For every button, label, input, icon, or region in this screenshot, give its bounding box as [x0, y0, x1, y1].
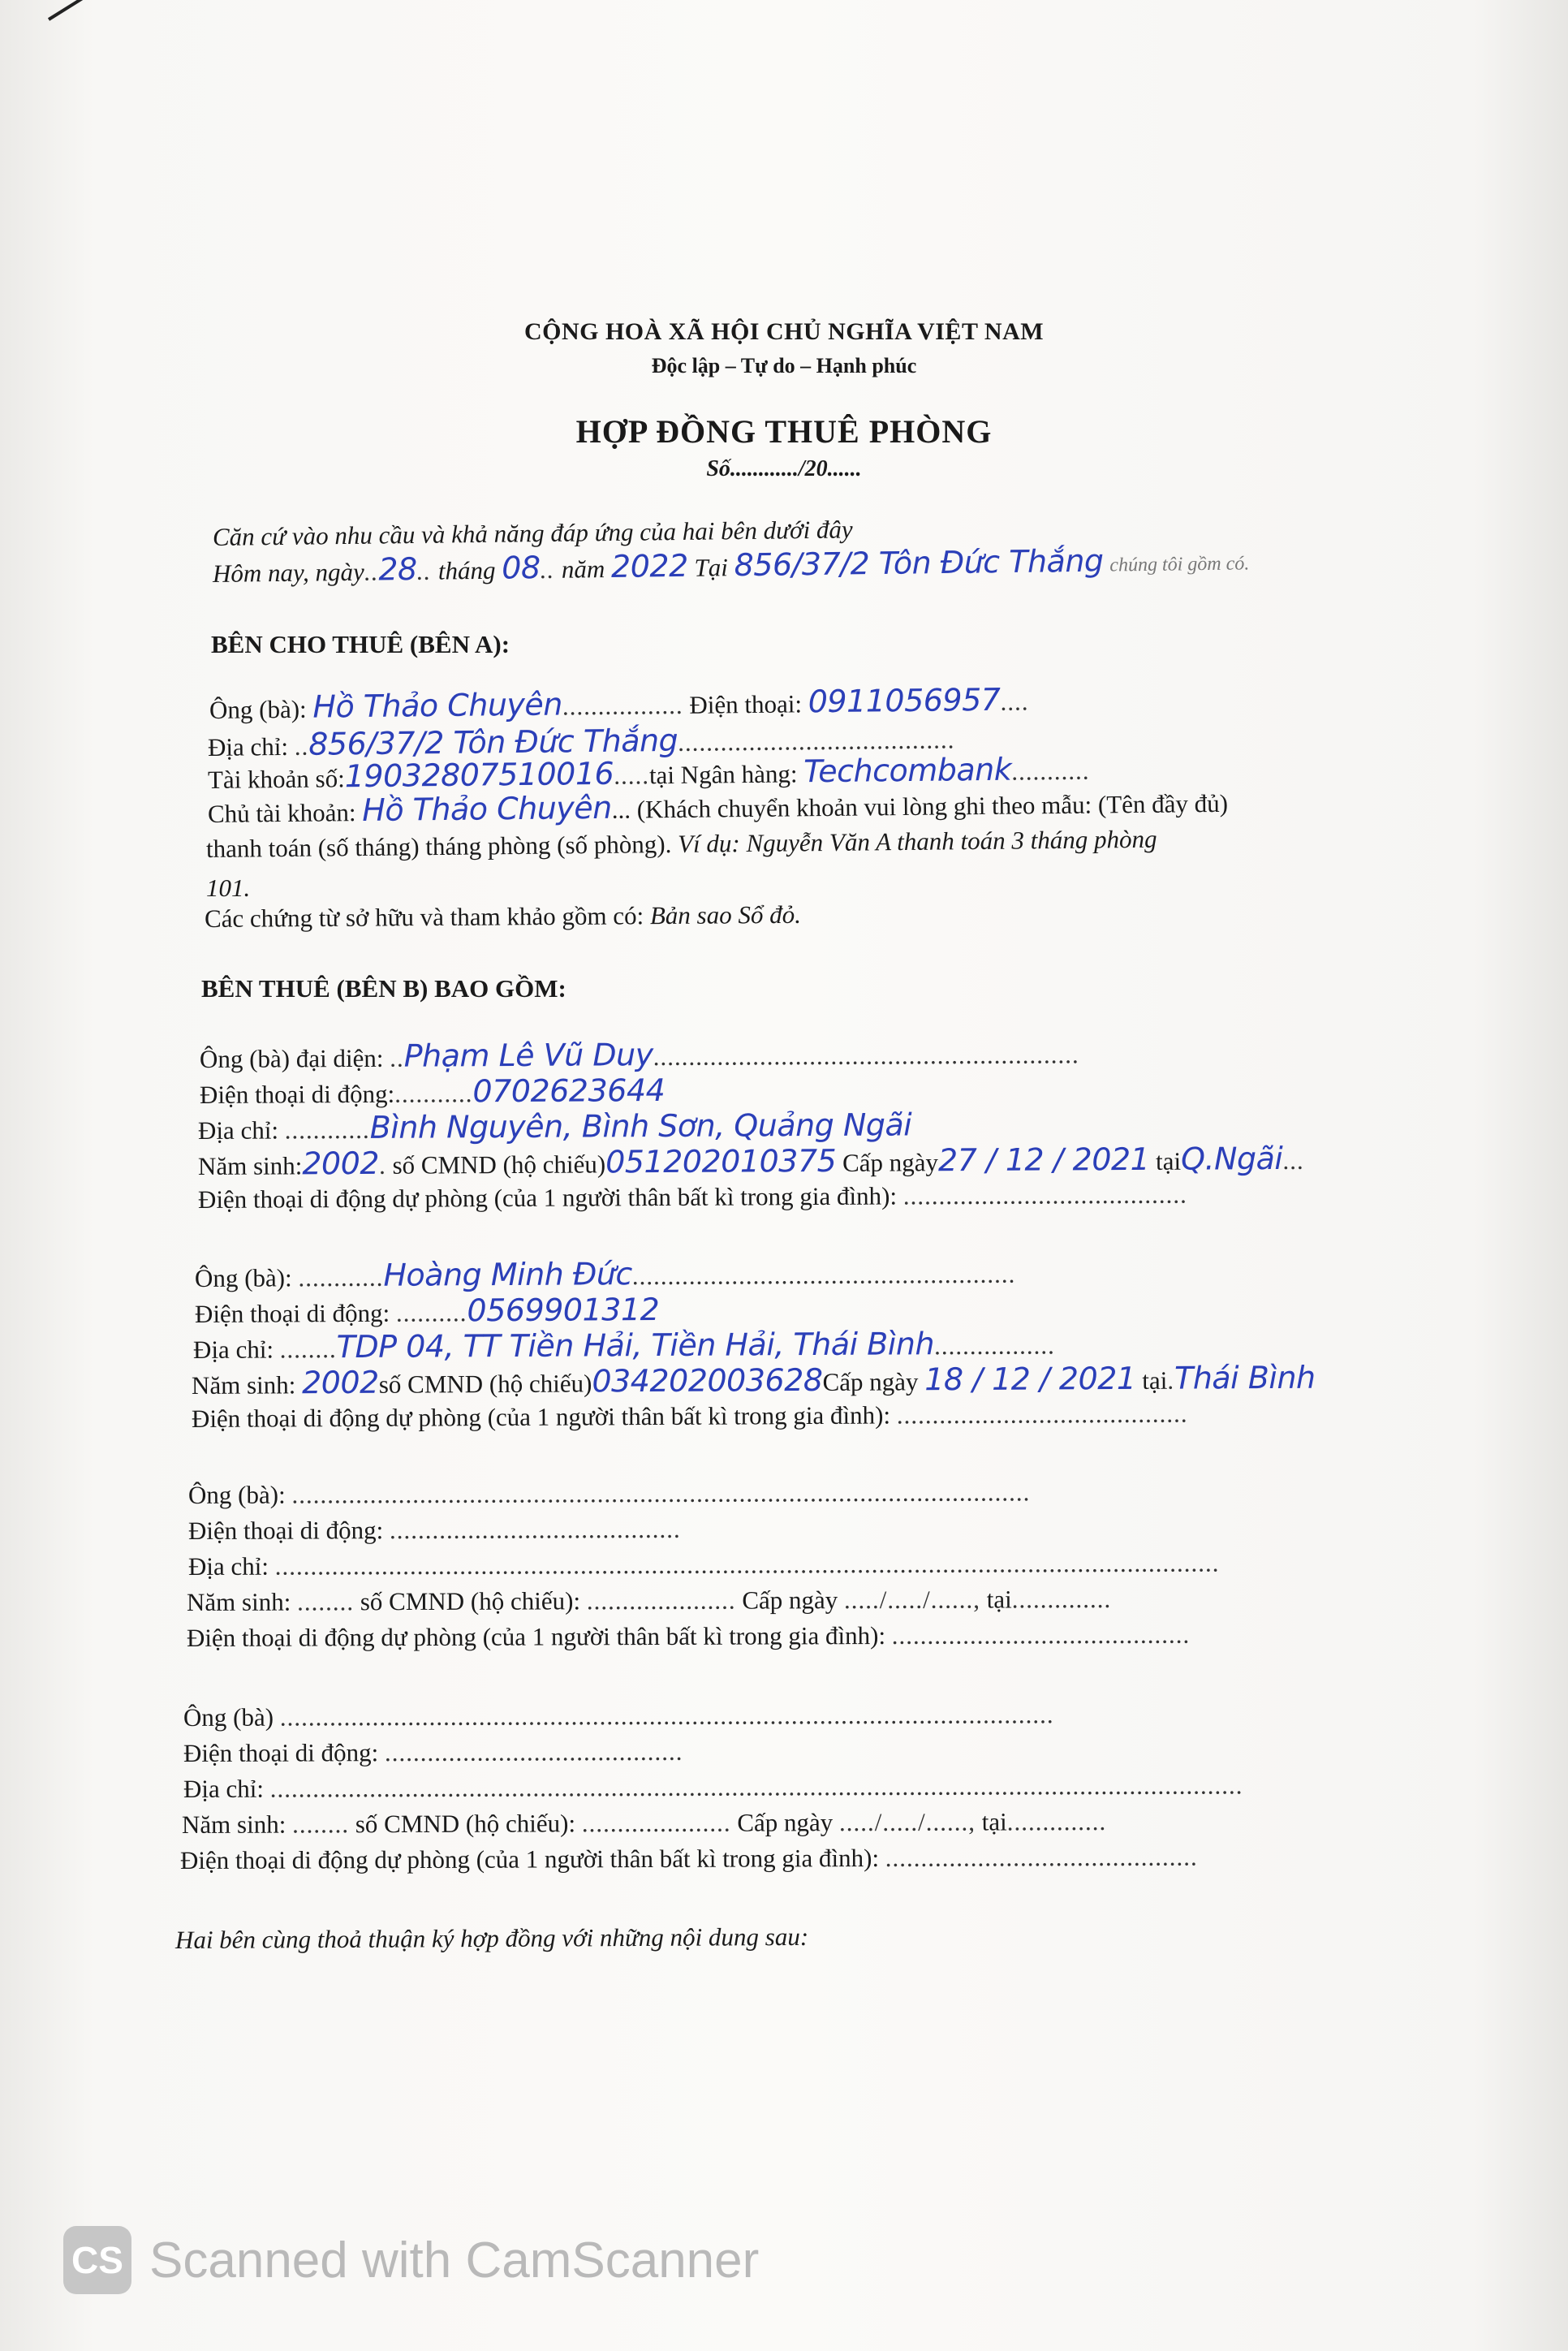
ownership-docs-line: Các chứng từ sở hữu và tham khảo gồm có: Bản sao Sổ đỏ.	[204, 899, 802, 933]
transfer-note-example-end: 101.	[206, 874, 251, 902]
member-4-id-line: Năm sinh: ........ số CMND (hộ chiếu): ..................... Cấp ngày ...../...../......, tại..............	[181, 1807, 1107, 1839]
year-value: 2022	[610, 547, 688, 585]
member-2-id-line: Năm sinh: 2002số CMND (hộ chiếu)034202003628Cấp ngày 18 / 12 / 2021 tại.Thái Bình	[191, 1359, 1316, 1401]
contract-number: Số............/20......	[706, 456, 862, 481]
party-a-holder: Hồ Thảo Chuyên	[362, 789, 612, 829]
member-2-issued-place: Thái Bình	[1174, 1359, 1316, 1396]
member-4-address-line: Địa chỉ: .........................................................................................................................................	[183, 1771, 1243, 1803]
member-2-mobile: 0569901312	[467, 1292, 660, 1329]
member-3-name-line: Ông (bà): ........................................................................................................	[187, 1477, 1031, 1509]
party-a-address: 856/37/2 Tôn Đức Thắng	[308, 722, 678, 762]
member-4-mobile-line: Điện thoại di động: ..........................................	[183, 1736, 683, 1767]
party-a-holder-line: Chủ tài khoản: Hồ Thảo Chuyên... (Khách chuyển khoản vui lòng ghi theo mẫu: (Tên đầy đủ)	[207, 788, 1229, 829]
party-a-account-line: Tài khoản số:19032807510016.....tại Ngân hàng: Techcombank...........	[207, 751, 1090, 795]
member-1-name-line: Ông (bà) đại diện: ..Phạm Lê Vũ Duy............................................................	[199, 1037, 1079, 1074]
member-3-mobile-line: Điện thoại di động: .........................................	[187, 1514, 681, 1545]
intro-basis: Căn cứ vào nhu cầu và khả năng đáp ứng của hai bên dưới đây	[212, 515, 853, 551]
party-a-address-line: Địa chỉ: ..856/37/2 Tôn Đức Thắng.......................................	[207, 722, 955, 762]
party-a-heading: BÊN CHO THUÊ (BÊN A):	[211, 630, 510, 658]
place-value: 856/37/2 Tôn Đức Thắng	[734, 542, 1104, 584]
member-4-backup-line: Điện thoại di động dự phòng (của 1 người thân bất kì trong gia đình): ............................................	[179, 1842, 1198, 1874]
camscanner-text: Scanned with CamScanner	[149, 2232, 760, 2288]
camscanner-logo: CS	[63, 2226, 131, 2294]
party-a-phone: 0911056957	[808, 681, 1001, 720]
member-1-mobile: 0702623644	[472, 1072, 666, 1110]
day-value: 28	[378, 550, 417, 588]
intro-date-line: Hôm nay, ngày..28.. tháng 08.. năm 2022 Tại 856/37/2 Tôn Đức Thắng chúng tôi gồm có.	[212, 542, 1250, 588]
member-2-address: TDP 04, TT Tiền Hải, Tiền Hải, Thái Bình	[336, 1326, 935, 1365]
member-1-mobile-line: Điện thoại di động:...........0702623644	[199, 1072, 666, 1110]
motto: Độc lập – Tự do – Hạnh phúc	[651, 354, 917, 377]
party-a-account: 19032807510016	[344, 755, 614, 795]
member-1-id-line: Năm sinh:2002. số CMND (hộ chiếu)051202010375 Cấp ngày27 / 12 / 2021 tạiQ.Ngãi...	[197, 1141, 1304, 1182]
member-2-birth: 2002	[301, 1364, 379, 1401]
member-1-id: 051202010375	[605, 1142, 837, 1180]
member-4-name-line: Ông (bà) .............................................................................................................	[183, 1700, 1054, 1732]
member-1-address: Bình Nguyên, Bình Sơn, Quảng Ngãi	[369, 1106, 912, 1145]
party-b-heading: BÊN THUÊ (BÊN B) BAO GỒM:	[201, 974, 566, 1003]
member-2-id: 034202003628	[592, 1361, 823, 1400]
member-2-name: Hoàng Minh Đức	[383, 1256, 632, 1293]
month-value: 08	[501, 550, 541, 586]
camscanner-watermark	[63, 2226, 759, 2294]
closing-statement: Hai bên cùng thoả thuận ký hợp đồng với những nội dung sau:	[174, 1922, 809, 1954]
member-2-backup-line: Điện thoại di động dự phòng (của 1 người thân bất kì trong gia đình): .........................................	[191, 1399, 1188, 1433]
member-2-issued-date: 18 / 12 / 2021	[924, 1360, 1136, 1398]
party-a-name-line: Ông (bà): Hồ Thảo Chuyên................. Điện thoại: 0911056957....	[209, 681, 1029, 725]
member-2-name-line: Ông (bà): ............Hoàng Minh Đức......................................................	[194, 1256, 1016, 1293]
member-1-issued-place: Q.Ngãi	[1180, 1141, 1283, 1177]
member-1-backup-line: Điện thoại di động dự phòng (của 1 người thân bất kì trong gia đình): ........................................	[197, 1180, 1187, 1214]
member-1-issued-date: 27 / 12 / 2021	[937, 1141, 1150, 1179]
party-a-bank: Techcombank	[803, 751, 1012, 790]
contract-title: HỢP ĐỒNG THUÊ PHÒNG	[575, 413, 993, 450]
nation-heading: CỘNG HOÀ XÃ HỘI CHỦ NGHĨA VIỆT NAM	[523, 318, 1045, 345]
member-3-address-line: Địa chỉ: .....................................................................................................................................	[187, 1548, 1220, 1581]
member-2-address-line: Địa chỉ: ........TDP 04, TT Tiền Hải, Tiền Hải, Thái Bình.................	[192, 1326, 1055, 1365]
member-2-mobile-line: Điện thoại di động: ..........0569901312	[194, 1292, 660, 1329]
transfer-note-line: thanh toán (số tháng) tháng phòng (số phòng). Ví dụ: Nguyễn Văn A thanh toán 3 tháng phòng	[205, 824, 1157, 863]
member-1-address-line: Địa chỉ: ............Bình Nguyên, Bình Sơn, Quảng Ngãi	[197, 1106, 912, 1145]
member-1-birth: 2002	[302, 1145, 380, 1182]
party-a-name: Hồ Thảo Chuyên	[312, 686, 563, 725]
member-3-backup-line: Điện thoại di động dự phòng (của 1 người thân bất kì trong gia đình): ..........................................	[186, 1620, 1191, 1652]
member-3-id-line: Năm sinh: ........ số CMND (hộ chiếu): ..................... Cấp ngày ...../...../......, tại..............	[186, 1585, 1112, 1616]
member-1-name: Phạm Lê Vũ Duy	[403, 1037, 653, 1074]
